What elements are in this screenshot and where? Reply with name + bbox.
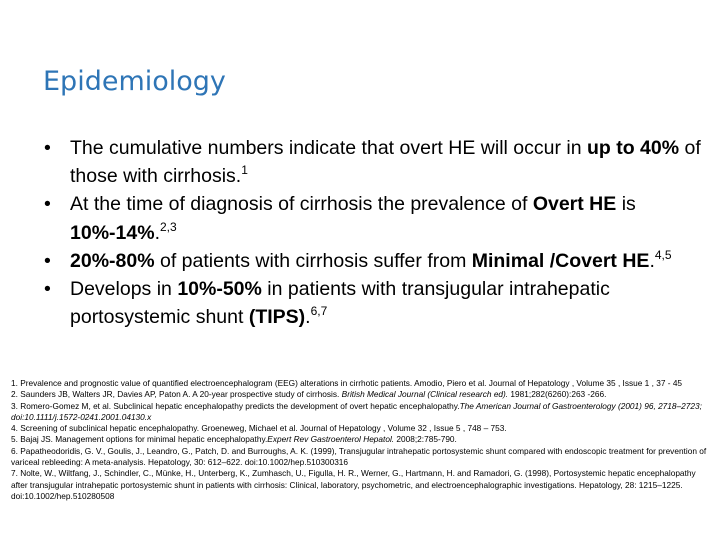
bullet-dot-icon: • xyxy=(44,249,51,272)
bullet-emphasis: up to 40% xyxy=(586,137,680,159)
bullet-emphasis: 10%-14% xyxy=(70,221,155,244)
reference-6: 6. Papatheodoridis, G. V., Goulis, J., Leandro, G., Patch, D. and Burroughs, A. K. (1999), Transjugular intrahepatic portosystemic shunt compared with endoscopic treatment for prevention of variceal rebleeding: A meta-analysis. Hepatology, 30: 612–622. doi:10.1002/hep.510300316 xyxy=(11,445,707,468)
bullet-text: At the time of diagnosis of cirrhosis the prevalence of xyxy=(70,193,533,216)
reference-journal: Expert Rev Gastroenterol Hepatol. xyxy=(267,434,395,445)
bullet-dot-icon: • xyxy=(44,137,51,159)
reference-3 xyxy=(11,401,711,424)
bullet-item-minimal-he xyxy=(44,247,704,275)
reference-text: 3. Romero-Gomez M, et al. Subclinical hepatic encephalopathy predicts the development of overt hepatic encephalopathy. xyxy=(11,400,460,411)
reference-journal: British Medical Journal (Clinical research ed). xyxy=(341,389,509,400)
bullet-text: of patients with cirrhosis suffer from xyxy=(154,249,472,272)
bullet-item-overt-he xyxy=(44,134,704,190)
reference-1: 1. Prevalence and prognostic value of quantified electroencephalogram (EEG) alterations in cirrhotic patients. Amodio, Piero et al. Journal of Hepatology , Volume 35 , Issue 1 , 37 - 45 xyxy=(11,378,683,388)
bullet-text: . xyxy=(154,221,160,244)
reference-4: 4. Screening of subclinical hepatic encephalopathy. Groeneweg, Michael et al. Journal of Hepatology , Volume 32 , Issue 5 , 748 – 753. xyxy=(11,423,507,434)
bullet-dot-icon: • xyxy=(44,193,51,216)
bullet-list xyxy=(44,134,704,331)
bullet-text: Develops in xyxy=(70,278,178,301)
reference-journal: The American Journal of Gastroenterology (2001) 96, 2718–2723; doi:10.1111/j.1572-0241.2001.04130.x xyxy=(11,400,702,422)
slide-title: Epidemiology xyxy=(43,66,226,97)
citation-superscript: 1 xyxy=(241,163,248,178)
bullet-text: in patients with transjugular intrahepatic portosystemic shunt xyxy=(70,278,610,329)
bullet-emphasis: 20%-80% xyxy=(70,249,155,272)
bullet-text: . xyxy=(305,306,311,329)
bullet-text: is xyxy=(616,193,636,216)
references xyxy=(11,378,711,502)
reference-7: 7. Nolte, W., Wiltfang, J., Schindler, C., Münke, H., Unterberg, K., Zumhasch, U., Figulla, H. R., Werner, G., Hartmann, H. and Ramadori, G. (1998), Portosystemic hepatic encephalopathy after transjugular intrahepatic portosystemic shunt in patients with cirrhosis: Clinical, laboratory, psychometric, and electroencephalographic investigations. Hepatology, 28: 1215–1225. doi:10.1002/hep.510280508 xyxy=(11,468,696,501)
bullet-emphasis: (TIPS) xyxy=(248,306,306,329)
reference-5 xyxy=(11,434,711,445)
bullet-emphasis: Minimal /Covert HE xyxy=(471,249,650,272)
reference-text: 2. Saunders JB, Walters JR, Davies AP, Paton A. A 20-year prospective study of cirrhosis. xyxy=(11,389,342,400)
bullet-text: The cumulative numbers indicate that overt HE will occur in xyxy=(70,137,587,159)
citation-superscript: 2,3 xyxy=(159,219,177,234)
citation-superscript: 6,7 xyxy=(310,304,328,319)
bullet-emphasis: Overt HE xyxy=(532,193,617,216)
bullet-dot-icon: • xyxy=(44,278,51,301)
bullet-text: of those with cirrhosis. xyxy=(70,137,701,188)
reference-text: 2008;2:785-790. xyxy=(394,434,457,445)
reference-text: 5. Bajaj JS. Management options for minimal hepatic encephalopathy. xyxy=(11,434,268,445)
reference-2 xyxy=(11,389,711,400)
bullet-item-tips xyxy=(44,275,704,331)
citation-superscript: 4,5 xyxy=(654,247,672,262)
reference-text: 1981;282(6260):263 -266. xyxy=(508,389,607,400)
bullet-text: . xyxy=(649,249,655,272)
bullet-emphasis: 10%-50% xyxy=(177,278,262,301)
bullet-item-prevalence xyxy=(44,190,704,246)
